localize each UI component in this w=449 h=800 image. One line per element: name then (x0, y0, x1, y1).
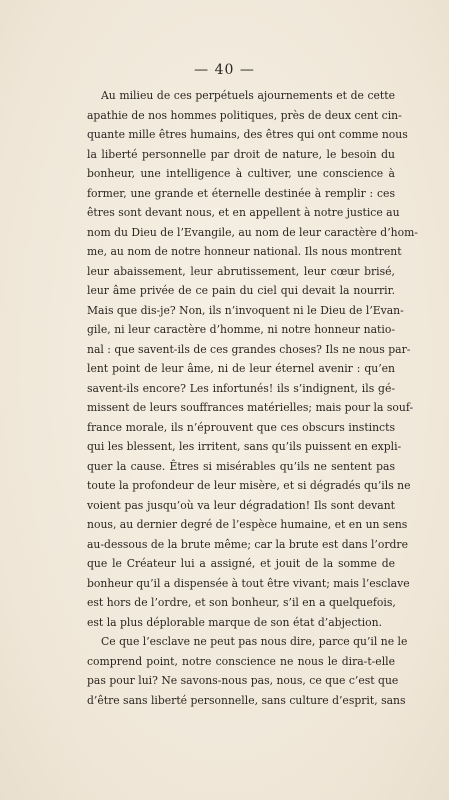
text-line: former, une grande et éternelle destinée à remplir : ces (87, 186, 395, 200)
text-line: voient pas jusqu’où va leur dégradation! Ils sont devant (87, 498, 395, 512)
text-line: au-dessous de la brute même; car la brute est dans l’ordre (87, 537, 408, 551)
text-line: apathie de nos hommes politiques, près de deux cent cin- (87, 108, 402, 122)
text-line: la liberté personnelle par droit de nature, le besoin du (87, 147, 395, 161)
text-line: qui les blessent, les irritent, sans qu’ils puissent en expli- (87, 440, 402, 453)
text-line: lent point de leur âme, ni de leur éternel avenir : qu’en (87, 362, 395, 375)
text-line: france morale, ils n’éprouvent que ces obscurs instincts (87, 420, 395, 434)
text-line: leur abaissement, leur abrutissement, leur cœur brisé, (87, 264, 395, 278)
page-number: — 40 — (194, 62, 255, 78)
paragraph-2 (87, 632, 408, 710)
paragraph-1 (87, 86, 418, 632)
body-text (87, 86, 418, 710)
text-line: Mais que dis-je? Non, ils n’invoquent ni le Dieu de l’Evan- (87, 303, 404, 317)
text-line: comprend point, notre conscience ne nous le dira-t-elle (87, 654, 395, 668)
text-line: quer la cause. Êtres si misérables qu’ils ne sentent pas (87, 459, 395, 473)
text-line: nous, au dernier degré de l’espèce humaine, et en un sens (87, 518, 408, 531)
text-line: leur âme privée de ce pain du ciel qui devait la nourrir. (87, 284, 395, 297)
text-line: bonheur, une intelligence à cultiver, une conscience à (87, 167, 395, 180)
text-line: est la plus déplorable marque de son état d’abjection. (87, 615, 383, 629)
text-line: d’être sans liberté personnelle, sans culture d’esprit, sans (87, 693, 406, 707)
text-line: gile, ni leur caractère d’homme, ni notre honneur natio- (87, 323, 395, 336)
text-line: pas pour lui? Ne savons-nous pas, nous, ce que c’est que (87, 674, 399, 687)
text-line: bonheur qu’il a dispensée à tout être vivant; mais l’esclave (87, 576, 410, 590)
text-line: êtres sont devant nous, et en appellent à notre justice au (87, 206, 400, 219)
text-line: missent de leurs souffrances matérielles; mais pour la souf- (87, 401, 414, 414)
text-line: Ce que l’esclave ne peut pas nous dire, parce qu’il ne le (101, 635, 408, 648)
text-line: que le Créateur lui a assigné, et jouit de la somme de (87, 557, 395, 570)
text-line: Au milieu de ces perpétuels ajournements et de cette (101, 89, 395, 102)
text-line: est hors de l’ordre, et son bonheur, s’il en a quelquefois, (87, 596, 396, 609)
text-line: quante mille êtres humains, des êtres qui ont comme nous (87, 128, 408, 141)
text-line: savent-ils encore? Les infortunés! ils s’indignent, ils gé- (87, 381, 395, 395)
text-line: me, au nom de notre honneur national. Ils nous montrent (87, 245, 402, 258)
text-line: nom du Dieu de l’Evangile, au nom de leur caractère d’hom- (87, 225, 418, 239)
text-line: nal : que savent-ils de ces grandes choses? Ils ne nous par- (87, 342, 411, 356)
text-line: toute la profondeur de leur misère, et si dégradés qu’ils ne (87, 479, 411, 492)
